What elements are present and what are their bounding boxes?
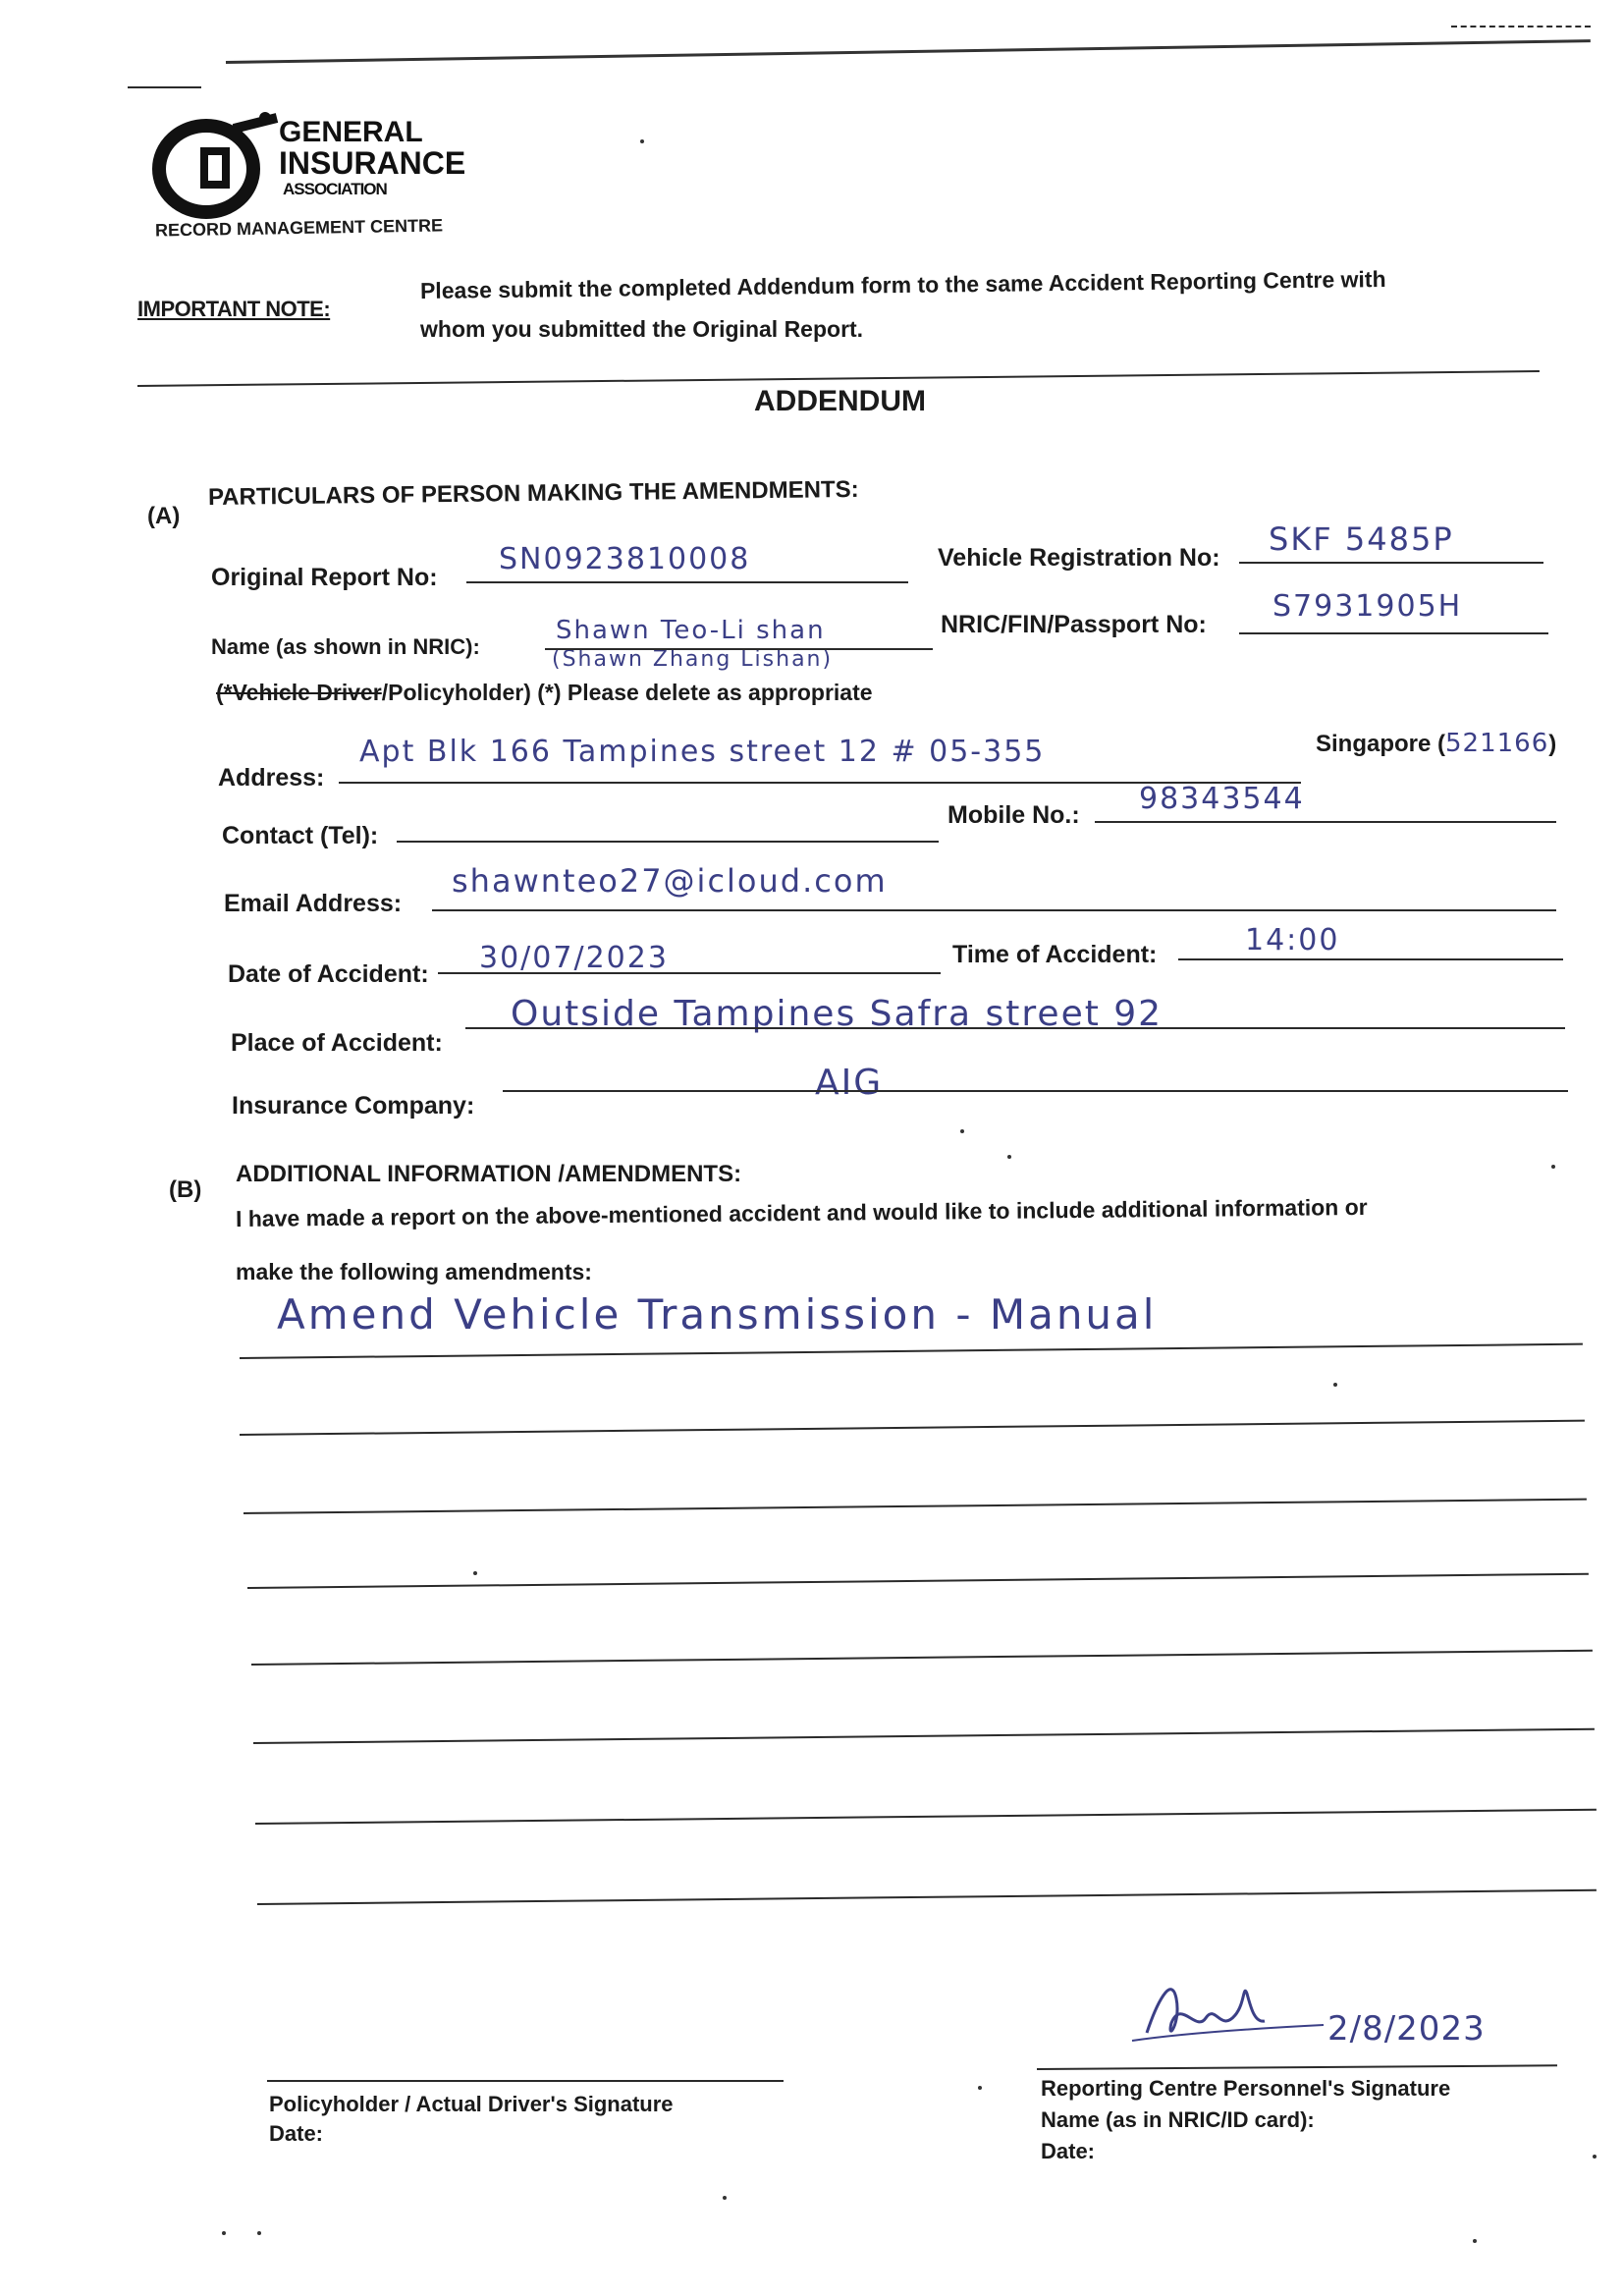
important-note-text-2: whom you submitted the Original Report. xyxy=(420,316,864,342)
email-value: shawnteo27@icloud.com xyxy=(452,862,888,900)
amendment-line-8 xyxy=(257,1889,1597,1905)
vehicle-reg-value: SKF 5485P xyxy=(1269,520,1454,558)
name-value-line1: Shawn Teo-Li shan xyxy=(556,616,826,645)
vehicle-reg-line xyxy=(1239,562,1543,564)
important-note-text-1: Please submit the completed Addendum form to the same Accident Reporting Centre with xyxy=(419,265,1386,303)
email-label: Email Address: xyxy=(224,890,403,917)
amendment-line-4 xyxy=(247,1573,1589,1589)
postal-code-value: 521166 xyxy=(1445,729,1549,758)
original-report-label: Original Report No: xyxy=(211,564,438,591)
amendment-line-1-text: Amend Vehicle Transmission - Manual xyxy=(277,1290,1158,1339)
logo-title-association: ASSOCIATION xyxy=(283,180,387,198)
right-date-label: Date: xyxy=(1041,2139,1096,2163)
left-date-label: Date: xyxy=(269,2121,324,2146)
section-a-marker: (A) xyxy=(147,503,181,529)
date-of-accident-value: 30/07/2023 xyxy=(479,941,669,975)
logo-title-insurance: INSURANCE xyxy=(279,145,466,181)
scan-speck xyxy=(723,2196,727,2200)
vehicle-reg-label: Vehicle Registration No: xyxy=(938,544,1220,572)
left-signature-line xyxy=(267,2080,784,2082)
insurance-company-label: Insurance Company: xyxy=(232,1092,475,1120)
amendment-line-5 xyxy=(251,1650,1593,1666)
mobile-line xyxy=(1095,821,1556,823)
scan-edge-stub xyxy=(1451,26,1591,27)
original-report-line xyxy=(466,581,908,583)
mobile-label: Mobile No.: xyxy=(947,801,1080,829)
insurance-company-line xyxy=(503,1090,1568,1092)
logo-title-general: GENERAL xyxy=(279,116,423,148)
scan-speck xyxy=(1593,2155,1597,2159)
nric-line xyxy=(1239,632,1548,634)
name-label: Name (as shown in NRIC): xyxy=(211,634,480,659)
insurance-company-value: AIG xyxy=(815,1063,884,1103)
section-b-intro-2: make the following amendments: xyxy=(236,1259,592,1285)
place-of-accident-value: Outside Tampines Safra street 92 xyxy=(511,994,1164,1034)
scan-speck xyxy=(1473,2239,1477,2243)
personnel-signature-date: 2/8/2023 xyxy=(1327,2009,1486,2049)
singapore-postal xyxy=(1316,729,1556,758)
left-signature-label: Policyholder / Actual Driver's Signature xyxy=(269,2092,674,2116)
scan-speck xyxy=(1551,1165,1555,1169)
original-report-value: SN0923810008 xyxy=(499,542,751,576)
contact-line xyxy=(397,841,939,843)
scan-speck xyxy=(960,1129,964,1133)
logo-subtitle: RECORD MANAGEMENT CENTRE xyxy=(154,215,444,241)
gia-emblem-icon xyxy=(149,108,287,226)
right-signature-label: Reporting Centre Personnel's Signature xyxy=(1041,2076,1451,2101)
name-value-line2: (Shawn Zhang Lishan) xyxy=(552,647,834,672)
right-signature-line xyxy=(1037,2064,1557,2070)
section-b-marker: (B) xyxy=(169,1176,202,1203)
date-of-accident-line xyxy=(438,972,941,974)
singapore-label: Singapore ( xyxy=(1316,731,1446,757)
address-value: Apt Blk 166 Tampines street 12 # 05-355 xyxy=(359,735,1046,769)
amendment-line-6 xyxy=(253,1728,1595,1744)
form-title: ADDENDUM xyxy=(754,385,926,417)
amendment-line-1 xyxy=(240,1343,1583,1359)
scan-edge-stub xyxy=(128,86,201,88)
nric-value: S7931905H xyxy=(1272,589,1463,624)
scan-speck xyxy=(978,2086,982,2090)
address-label: Address: xyxy=(218,764,325,792)
place-of-accident-line xyxy=(465,1027,1565,1029)
scan-speck xyxy=(257,2231,261,2235)
section-a-heading: PARTICULARS OF PERSON MAKING THE AMENDMENTS: xyxy=(207,475,859,511)
time-of-accident-value: 14:00 xyxy=(1245,923,1340,957)
section-b-intro-1: I have made a report on the above-mentioned accident and would like to include additional information or xyxy=(235,1193,1368,1231)
scan-speck xyxy=(1333,1383,1337,1387)
time-of-accident-label: Time of Accident: xyxy=(952,941,1158,968)
amendment-line-7 xyxy=(255,1809,1597,1825)
role-struck-option: (*Vehicle Driver xyxy=(216,680,382,705)
scan-edge-line xyxy=(226,39,1591,64)
date-of-accident-label: Date of Accident: xyxy=(228,960,429,988)
contact-label: Contact (Tel): xyxy=(222,822,379,849)
scan-speck xyxy=(222,2231,226,2235)
name-line xyxy=(545,648,933,650)
scan-speck xyxy=(640,139,644,143)
important-note-label: IMPORTANT NOTE: xyxy=(137,297,331,321)
right-name-label: Name (as in NRIC/ID card): xyxy=(1041,2107,1315,2132)
email-line xyxy=(432,909,1556,911)
nric-label: NRIC/FIN/Passport No: xyxy=(941,611,1207,638)
time-of-accident-line xyxy=(1178,958,1563,960)
role-remaining-text: /Policyholder) (*) Please delete as appropriate xyxy=(381,680,873,705)
role-selection xyxy=(216,680,873,706)
place-of-accident-label: Place of Accident: xyxy=(231,1029,443,1057)
scan-speck xyxy=(1007,1155,1011,1159)
section-b-heading: ADDITIONAL INFORMATION /AMENDMENTS: xyxy=(236,1161,742,1187)
mobile-value: 98343544 xyxy=(1139,782,1305,816)
amendment-line-3 xyxy=(244,1499,1587,1514)
amendment-line-2 xyxy=(240,1420,1585,1436)
singapore-close: ) xyxy=(1548,731,1557,757)
scan-speck xyxy=(473,1571,477,1575)
